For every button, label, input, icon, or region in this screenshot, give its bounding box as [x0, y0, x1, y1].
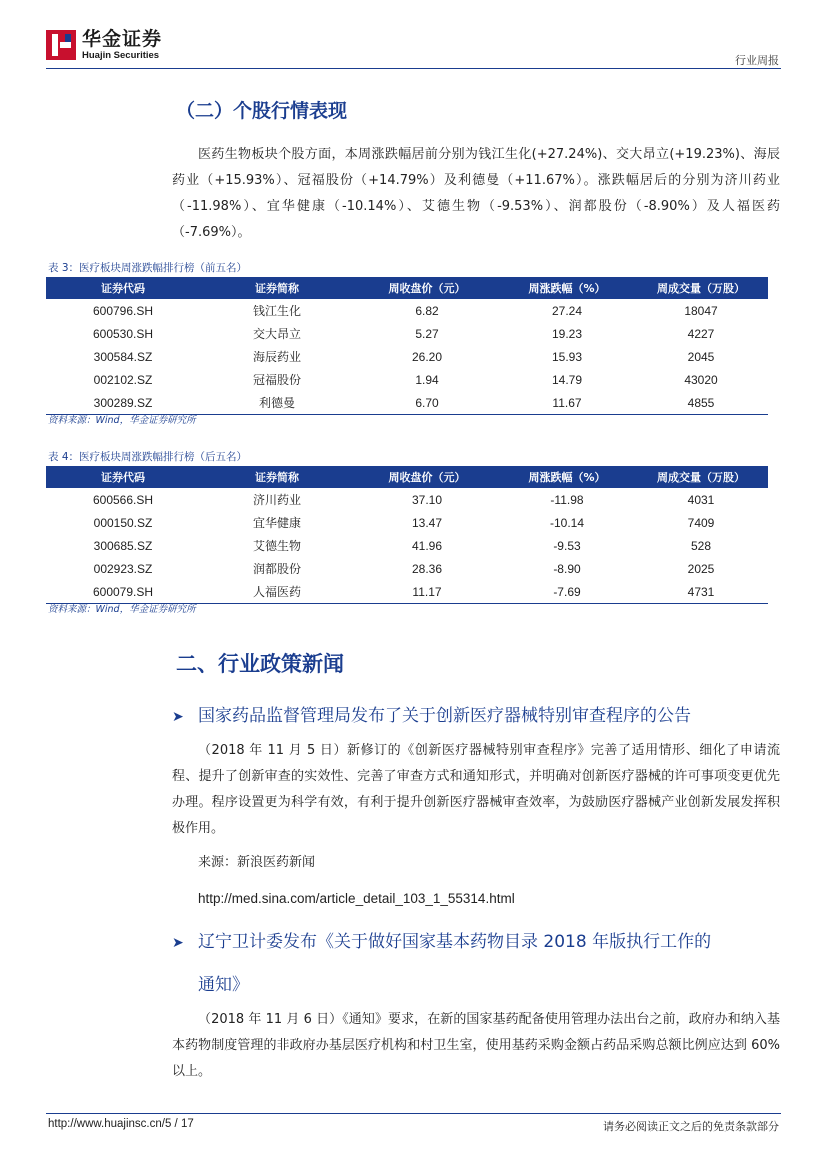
col-header-close: 周收盘价（元） — [354, 277, 500, 299]
col-header-name: 证券简称 — [200, 277, 354, 299]
col-header-volume: 周成交量（万股） — [634, 277, 768, 299]
table-row — [46, 322, 768, 345]
table3-caption: 表 3：医疗板块周涨跌幅排行榜（前五名） — [48, 262, 248, 274]
news2-headline — [172, 925, 784, 960]
table-row — [46, 345, 768, 368]
news1-url — [172, 886, 780, 912]
cell-volume: 18047 — [684, 303, 718, 318]
news2-headline-cont — [172, 968, 810, 1002]
cell-name: 人福医药 — [200, 580, 354, 604]
cell-close: 1.94 — [415, 372, 439, 387]
col-header-code: 证券代码 — [46, 466, 200, 488]
arrow-right-icon: ➤ — [172, 935, 184, 951]
table4-top-losers — [46, 466, 768, 604]
news1-headline-text: 国家药品监督管理局发布了关于创新医疗器械特别审查程序的公告 — [198, 706, 691, 726]
cell-code: 002102.SZ — [93, 372, 153, 387]
news2-headline-line1: 辽宁卫计委发布《关于做好国家基本药物目录 2018 年版执行工作的 — [198, 932, 712, 952]
cell-close: 5.27 — [415, 326, 439, 341]
news1-headline — [172, 699, 784, 734]
news1-body-text: （2018 年 11 月 5 日）新修订的《创新医疗器械特别审查程序》完善了适用情形、细化了申请流程、提升了创新审查的实效性、完善了审查方式和通知形式，并明确对创新医疗器械的许可事项变更优先办理。程序设置更为科学有效，有利于提升创新医疗器械审查效率，为鼓励医疗器械产业创新发展发挥积极作用。 — [172, 743, 780, 836]
cell-change: 15.93 — [551, 349, 583, 364]
cell-volume: 528 — [690, 538, 712, 553]
cell-change: -7.69 — [500, 580, 634, 604]
cell-change: -10.14 — [549, 515, 585, 530]
cell-name: 润都股份 — [252, 562, 301, 576]
table-row — [46, 557, 768, 580]
cell-volume: 2045 — [687, 349, 715, 364]
cell-volume: 4731 — [634, 580, 768, 604]
stock-paragraph-text: 医药生物板块个股方面，本周涨跌幅居前分别为钱江生化(+27.24%)、交大昂立(+19.23%)、海辰药业（+15.93%）、冠福股份（+14.79%）及利德曼（+11.67%）。涨跌幅居后的分别为济川药业（-11.98%）、宜华健康（-10.14%）、艾德生物（-9.53%）、润都股份（-8.90%）及人福医药（-7.69%）。 — [172, 147, 780, 240]
cell-close: 41.96 — [411, 538, 443, 553]
table3-top-gainers — [46, 277, 768, 415]
table-row — [46, 580, 768, 604]
cell-code: 002923.SZ — [93, 561, 153, 576]
news1-body — [172, 738, 780, 842]
huajin-logo-icon — [46, 30, 76, 60]
cell-close: 26.20 — [411, 349, 443, 364]
cell-volume: 7409 — [687, 515, 715, 530]
cell-change: 19.23 — [551, 326, 583, 341]
cell-code: 600530.SH — [92, 326, 154, 341]
col-header-code: 证券代码 — [46, 277, 200, 299]
cell-name: 利德曼 — [200, 391, 354, 415]
table3-header-row — [46, 277, 768, 299]
news2-body-text: （2018 年 11 月 6 日）《通知》要求，在新的国家基药配备使用管理办法出台之前，政府办和纳入基本药物制度管理的非政府办基层医疗机构和村卫生室，使用基药采购金额占药品采购总额比例应达到 60%以上。 — [172, 1012, 780, 1079]
cell-volume: 4855 — [634, 391, 768, 415]
header-divider — [46, 68, 781, 69]
cell-close: 28.36 — [411, 561, 443, 576]
table-row — [46, 299, 768, 322]
cell-code: 600079.SH — [46, 580, 200, 604]
cell-volume: 2025 — [687, 561, 715, 576]
news1-source — [172, 850, 780, 876]
cell-code: 300584.SZ — [93, 349, 153, 364]
section-title-stock: （二）个股行情表现 — [176, 100, 348, 122]
col-header-change: 周涨跌幅（%） — [500, 466, 634, 488]
cell-name: 艾德生物 — [252, 539, 301, 553]
cell-name: 钱江生化 — [252, 304, 301, 318]
news1-source-text: 来源：新浪医药新闻 — [198, 855, 316, 870]
cell-close: 6.82 — [415, 303, 439, 318]
stock-paragraph — [172, 142, 780, 246]
logo-english-name: Huajin Securities — [82, 50, 160, 61]
arrow-right-icon: ➤ — [172, 709, 184, 725]
col-header-volume: 周成交量（万股） — [634, 466, 768, 488]
report-type-label: 行业周报 — [735, 54, 779, 67]
cell-code: 600566.SH — [92, 492, 154, 507]
cell-name: 交大昂立 — [252, 327, 301, 341]
cell-change: 27.24 — [551, 303, 583, 318]
table3-source: 资料来源：Wind，华金证券研究所 — [48, 415, 196, 426]
footer-url-page: http://www.huajinsc.cn/5 / 17 — [48, 1118, 194, 1130]
news2-headline-line2: 通知》 — [198, 975, 249, 995]
cell-close: 11.17 — [354, 580, 500, 604]
col-header-name: 证券简称 — [200, 466, 354, 488]
company-logo — [46, 30, 162, 61]
cell-name: 冠福股份 — [252, 373, 301, 387]
cell-name: 济川药业 — [252, 493, 301, 507]
table4-header-row — [46, 466, 768, 488]
cell-volume: 4031 — [687, 492, 715, 507]
cell-change: -9.53 — [553, 538, 581, 553]
cell-volume: 43020 — [684, 372, 718, 387]
table4-caption: 表 4：医疗板块周涨跌幅排行榜（后五名） — [48, 451, 248, 463]
cell-code: 000150.SZ — [93, 515, 153, 530]
footer-divider — [46, 1113, 781, 1114]
cell-change: 11.67 — [500, 391, 634, 415]
col-header-change: 周涨跌幅（%） — [500, 277, 634, 299]
cell-change: -8.90 — [553, 561, 581, 576]
table-row — [46, 368, 768, 391]
cell-code: 300685.SZ — [93, 538, 153, 553]
cell-code: 600796.SH — [92, 303, 154, 318]
cell-name: 宜华健康 — [252, 516, 301, 530]
table-row — [46, 534, 768, 557]
news2-body — [172, 1007, 780, 1085]
table-row — [46, 391, 768, 415]
cell-volume: 4227 — [687, 326, 715, 341]
footer-disclaimer: 请务必阅读正文之后的免责条款部分 — [603, 1120, 779, 1133]
table-row — [46, 488, 768, 511]
table-row — [46, 511, 768, 534]
news1-url-link[interactable]: http://med.sina.com/article_detail_103_1_55314.html — [198, 891, 515, 906]
cell-close: 6.70 — [354, 391, 500, 415]
cell-close: 37.10 — [411, 492, 443, 507]
cell-change: 14.79 — [551, 372, 583, 387]
cell-change: -11.98 — [550, 492, 584, 507]
cell-code: 300289.SZ — [46, 391, 200, 415]
cell-name: 海辰药业 — [252, 350, 301, 364]
logo-chinese-name: 华金证券 — [82, 28, 163, 50]
cell-close: 13.47 — [411, 515, 443, 530]
col-header-close: 周收盘价（元） — [354, 466, 500, 488]
table4-source: 资料来源：Wind，华金证券研究所 — [48, 604, 196, 615]
section-title-policy: 二、行业政策新闻 — [176, 652, 344, 676]
